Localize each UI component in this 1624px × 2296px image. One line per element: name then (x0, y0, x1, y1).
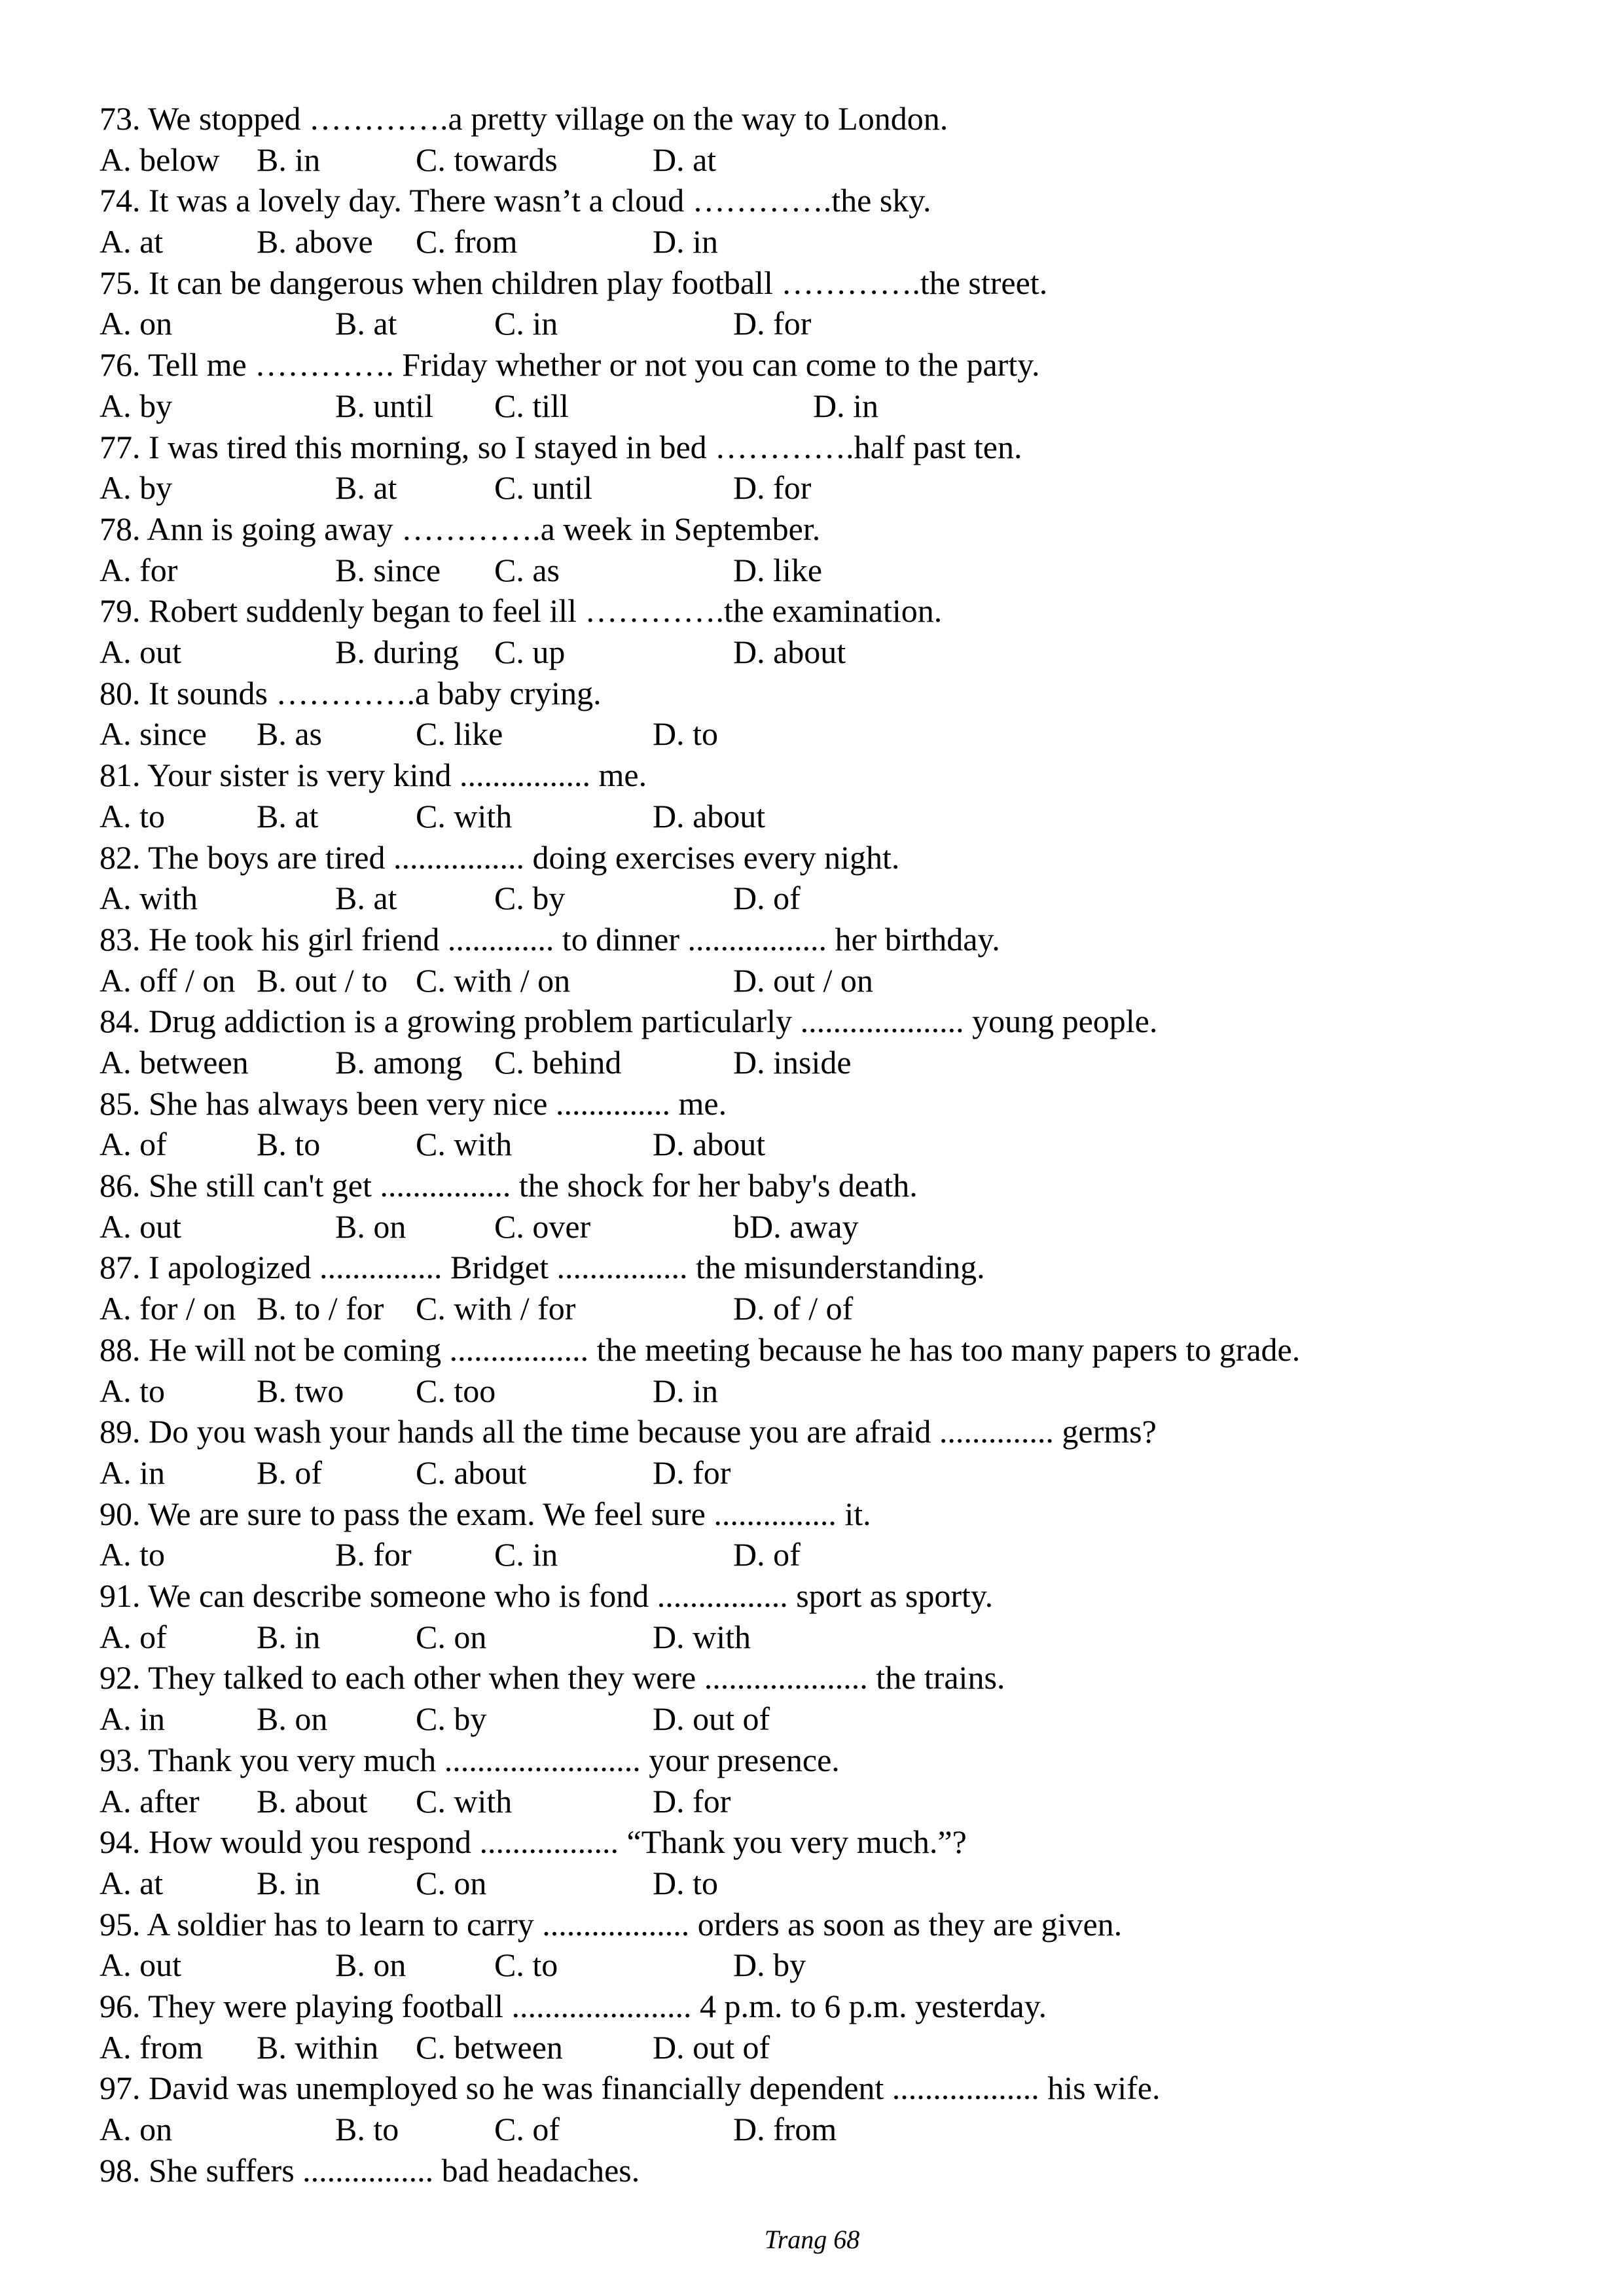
answer-option: A. to (99, 1372, 165, 1409)
answer-option: C. by (494, 880, 566, 917)
question-text: 79. Robert suddenly began to feel ill ………….the examination. (99, 592, 943, 630)
answer-options (99, 2027, 1540, 2068)
page-footer: Trang 68 (764, 2225, 860, 2254)
question-text: 84. Drug addiction is a growing problem particularly .................... young people. (99, 1003, 1158, 1040)
answer-option: D. about (653, 1126, 766, 1163)
answer-options (99, 221, 1540, 262)
answer-option: C. till (494, 387, 569, 424)
answer-option: B. in (257, 1864, 321, 1901)
answer-option: D. for (653, 1454, 731, 1491)
question-item (99, 1575, 1540, 1657)
answer-option: C. with (416, 797, 513, 834)
answer-option: C. of (494, 2111, 560, 2148)
answer-option: C. up (494, 634, 566, 671)
question-text: 83. He took his girl friend ............. to dinner ................. her birthday. (99, 920, 1000, 958)
answer-option: A. on (99, 305, 173, 342)
answer-option: B. at (335, 880, 397, 917)
answer-options (99, 1288, 1540, 1329)
answer-options (99, 713, 1540, 755)
question-item (99, 344, 1540, 426)
answer-option: A. for (99, 551, 178, 588)
answer-option: D. inside (733, 1043, 852, 1081)
question-item (99, 262, 1540, 344)
answer-option: C. on (416, 1618, 487, 1655)
answer-option: B. as (257, 715, 322, 753)
answer-option: B. out / to (257, 961, 388, 999)
answer-options (99, 2109, 1540, 2150)
question-item (99, 1657, 1540, 1739)
question-item (99, 98, 1540, 180)
answer-option: A. for / on (99, 1290, 236, 1327)
answer-option: A. after (99, 1782, 200, 1820)
answer-option: D. in (813, 387, 878, 424)
answer-option: D. with (653, 1618, 751, 1655)
answer-option: B. in (257, 1618, 321, 1655)
answer-option: D. like (733, 551, 823, 588)
answer-option: D. for (653, 1782, 731, 1820)
question-text: 92. They talked to each other when they were .................... the trains. (99, 1659, 1005, 1696)
answer-option: A. at (99, 223, 164, 260)
answer-option: C. between (416, 2028, 563, 2066)
answer-option: C. towards (416, 141, 558, 178)
answer-option: C. with (416, 1126, 513, 1163)
answer-option: B. of (257, 1454, 322, 1491)
question-item (99, 1494, 1540, 1575)
answer-option: B. two (257, 1372, 344, 1409)
answer-options (99, 550, 1540, 591)
answer-option: A. by (99, 387, 173, 424)
answer-option: D. of / of (733, 1290, 854, 1327)
question-item (99, 837, 1540, 919)
question-item (99, 180, 1540, 262)
answer-option: C. with / on (416, 961, 571, 999)
question-text: 81. Your sister is very kind ................ me. (99, 757, 647, 794)
answer-option: B. until (335, 387, 434, 424)
answer-option: A. on (99, 2111, 173, 2148)
answer-option: D. for (733, 305, 812, 342)
answer-option: C. from (416, 223, 518, 260)
answer-option: D. out / on (733, 961, 873, 999)
answer-option: D. to (653, 715, 718, 753)
answer-option: B. on (257, 1700, 328, 1738)
answer-option: A. in (99, 1700, 165, 1738)
answer-option: B. in (257, 141, 321, 178)
answer-option: C. with / for (416, 1290, 576, 1327)
question-text: 94. How would you respond ................. “Thank you very much.”? (99, 1823, 967, 1861)
answer-option: D. in (653, 223, 718, 260)
answer-options (99, 386, 1540, 427)
answer-option: D. to (653, 1864, 718, 1901)
answer-option: B. above (257, 223, 373, 260)
question-item (99, 427, 1540, 509)
answer-option: D. from (733, 2111, 837, 2148)
question-item (99, 755, 1540, 836)
answer-options (99, 467, 1540, 509)
answer-option: B. about (257, 1782, 368, 1820)
answer-options (99, 960, 1540, 1001)
question-text: 98. She suffers ................ bad headaches. (99, 2151, 640, 2189)
answer-option: B. among (335, 1043, 463, 1081)
answer-option: C. like (416, 715, 503, 753)
answer-option: A. of (99, 1126, 167, 1163)
question-item (99, 1740, 1540, 1821)
answer-options (99, 1698, 1540, 1740)
answer-option: A. at (99, 1864, 164, 1901)
answer-options (99, 1371, 1540, 1412)
answer-option: B. during (335, 634, 459, 671)
answer-option: C. to (494, 1946, 558, 1984)
question-item (99, 1411, 1540, 1493)
answer-option: C. too (416, 1372, 496, 1409)
question-item (99, 2068, 1540, 2149)
answer-options (99, 139, 1540, 181)
answer-option: A. in (99, 1454, 165, 1491)
answer-option: B. within (257, 2028, 379, 2066)
answer-option: A. to (99, 797, 165, 834)
answer-option: C. with (416, 1782, 513, 1820)
question-text: 96. They were playing football ...................... 4 p.m. to 6 p.m. yesterday. (99, 1987, 1047, 2024)
answer-option: A. out (99, 1946, 181, 1984)
answer-option: B. on (335, 1946, 406, 1984)
answer-options (99, 1617, 1540, 1658)
question-item (99, 1247, 1540, 1329)
answer-option: D. about (733, 634, 846, 671)
answer-option: C. until (494, 469, 593, 507)
answer-option: bD. away (733, 1208, 859, 1245)
answer-option: C. as (494, 551, 560, 588)
answer-option: D. out of (653, 2028, 770, 2066)
answer-option: B. to (335, 2111, 399, 2148)
answer-option: A. since (99, 715, 207, 753)
question-text: 80. It sounds ………….a baby crying. (99, 674, 602, 711)
question-text: 89. Do you wash your hands all the time because you are afraid .............. germs? (99, 1413, 1157, 1450)
question-text: 73. We stopped ………….a pretty village on the way to London. (99, 100, 948, 137)
question-item (99, 1083, 1540, 1165)
question-list (99, 98, 1540, 2191)
question-text: 91. We can describe someone who is fond ................ sport as sporty. (99, 1577, 994, 1615)
question-item (99, 919, 1540, 1001)
answer-option: D. at (653, 141, 717, 178)
answer-option: C. behind (494, 1043, 622, 1081)
question-item (99, 1821, 1540, 1903)
answer-option: A. of (99, 1618, 167, 1655)
answer-option: A. below (99, 141, 220, 178)
answer-option: D. about (653, 797, 766, 834)
answer-option: D. of (733, 1536, 801, 1573)
answer-option: A. from (99, 2028, 204, 2066)
answer-options (99, 1124, 1540, 1165)
answer-option: C. about (416, 1454, 527, 1491)
question-item (99, 1165, 1540, 1247)
answer-option: A. by (99, 469, 173, 507)
question-item (99, 1329, 1540, 1411)
answer-option: D. for (733, 469, 812, 507)
answer-option: C. by (416, 1700, 487, 1738)
answer-option: B. at (335, 305, 397, 342)
answer-options (99, 1452, 1540, 1494)
answer-options (99, 303, 1540, 344)
question-text: 78. Ann is going away ………….a week in September. (99, 510, 821, 547)
answer-options (99, 1206, 1540, 1247)
question-text: 93. Thank you very much ........................ your presence. (99, 1741, 840, 1778)
answer-option: A. with (99, 880, 198, 917)
answer-options (99, 796, 1540, 837)
answer-option: A. off / on (99, 961, 236, 999)
answer-option: B. to (257, 1126, 321, 1163)
question-text: 97. David was unemployed so he was financially dependent .................. his wife. (99, 2070, 1161, 2107)
answer-options (99, 1781, 1540, 1822)
answer-option: A. to (99, 1536, 165, 1573)
question-text: 76. Tell me …………. Friday whether or not you can come to the party. (99, 346, 1040, 384)
answer-options (99, 1534, 1540, 1575)
answer-options (99, 1945, 1540, 1986)
question-text: 90. We are sure to pass the exam. We feel sure ............... it. (99, 1495, 871, 1532)
answer-options (99, 878, 1540, 919)
answer-options (99, 1042, 1540, 1083)
question-text: 82. The boys are tired ................ doing exercises every night. (99, 838, 900, 876)
question-text: 87. I apologized ............... Bridget ................ the misunderstanding. (99, 1249, 985, 1286)
answer-option: B. since (335, 551, 441, 588)
question-item (99, 1986, 1540, 2068)
answer-option: D. out of (653, 1700, 770, 1738)
answer-option: C. on (416, 1864, 487, 1901)
answer-option: A. out (99, 634, 181, 671)
question-item (99, 2150, 1540, 2191)
answer-option: B. on (335, 1208, 406, 1245)
answer-option: C. in (494, 305, 558, 342)
answer-options (99, 632, 1540, 673)
answer-option: C. in (494, 1536, 558, 1573)
answer-option: A. out (99, 1208, 181, 1245)
question-item (99, 590, 1540, 672)
answer-options (99, 1863, 1540, 1904)
question-text: 75. It can be dangerous when children play football ………….the street. (99, 264, 1048, 301)
answer-option: D. by (733, 1946, 806, 1984)
question-text: 74. It was a lovely day. There wasn’t a cloud ………….the sky. (99, 182, 931, 219)
answer-option: B. at (335, 469, 397, 507)
answer-option: B. to / for (257, 1290, 384, 1327)
answer-option: B. for (335, 1536, 412, 1573)
answer-option: A. between (99, 1043, 249, 1081)
answer-option: B. at (257, 797, 319, 834)
question-item (99, 509, 1540, 590)
question-item (99, 1001, 1540, 1083)
question-item (99, 1904, 1540, 1986)
question-text: 95. A soldier has to learn to carry .................. orders as soon as they are given. (99, 1905, 1123, 1943)
question-text: 77. I was tired this morning, so I stayed in bed ………….half past ten. (99, 428, 1022, 465)
answer-option: D. of (733, 880, 801, 917)
question-item (99, 673, 1540, 755)
question-text: 88. He will not be coming ................. the meeting because he has too many papers to grade. (99, 1331, 1301, 1368)
question-text: 85. She has always been very nice .............. me. (99, 1085, 727, 1122)
question-text: 86. She still can't get ................ the shock for her baby's death. (99, 1167, 918, 1204)
answer-option: C. over (494, 1208, 591, 1245)
answer-option: D. in (653, 1372, 718, 1409)
